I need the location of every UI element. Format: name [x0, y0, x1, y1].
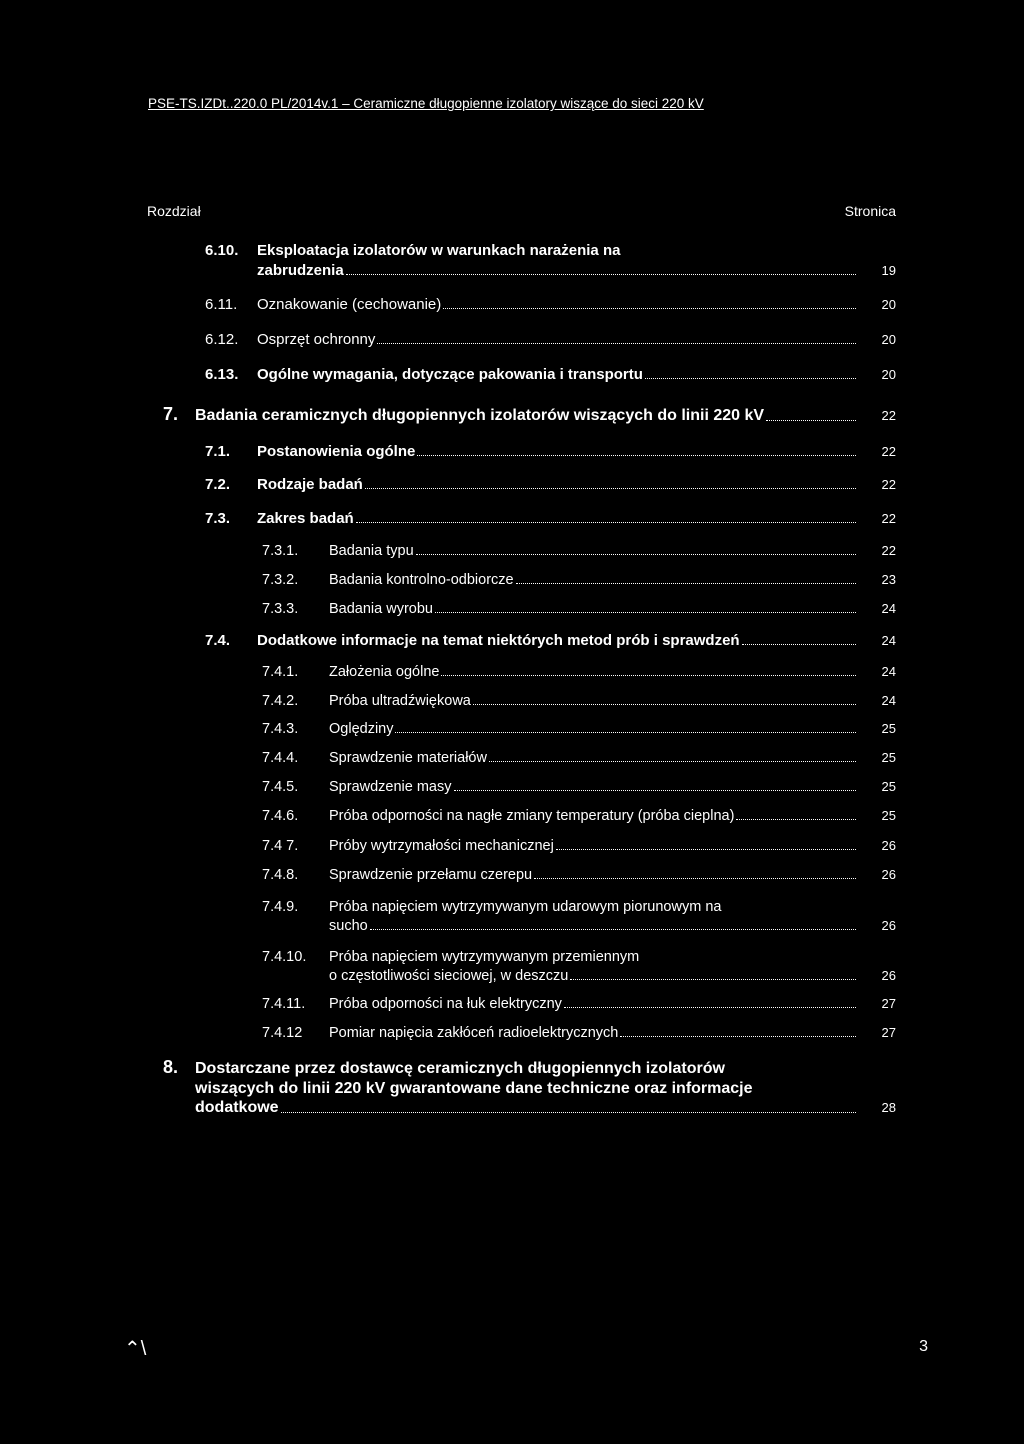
- toc-entry: [205, 632, 896, 649]
- toc-entry-page: 24: [881, 633, 896, 648]
- toc-entry-number: 7.4.1.: [262, 664, 299, 680]
- toc-entry-page: 22: [881, 444, 896, 459]
- dot-leader: [570, 978, 856, 980]
- toc-entry-number: 6.12.: [205, 331, 239, 348]
- toc-entry-page: 26: [881, 838, 896, 853]
- dot-leader: [377, 342, 856, 344]
- toc-entry-title: Próby wytrzymałości mechanicznej: [329, 838, 554, 854]
- dot-leader: [416, 553, 856, 555]
- toc-entry-title: Badania kontrolno-odbiorcze: [329, 572, 514, 588]
- toc-entry-number: 7.: [163, 404, 179, 424]
- toc-entry-number: 7.3.2.: [262, 572, 299, 588]
- toc-entry-page: 20: [881, 367, 896, 382]
- toc-entry-page: 20: [881, 332, 896, 347]
- dot-leader: [443, 307, 856, 309]
- dot-leader: [489, 760, 856, 762]
- toc-entry-page: 25: [881, 750, 896, 765]
- toc-entry: [262, 946, 896, 984]
- toc-entry-page: 24: [881, 601, 896, 616]
- toc-entry-title: dodatkowe: [195, 1099, 279, 1116]
- toc-entry-title: Próba ultradźwiękowa: [329, 693, 471, 709]
- toc-entry: [205, 240, 896, 279]
- toc-entry-title: Oznakowanie (cechowanie): [257, 296, 442, 313]
- toc-entry: [262, 693, 896, 709]
- toc-entry: [205, 296, 896, 313]
- dot-leader: [435, 611, 856, 613]
- toc-entry-number: 7.4.12: [262, 1025, 303, 1041]
- toc-entry: [262, 601, 896, 617]
- dot-leader: [417, 454, 856, 456]
- toc-entry-title: sucho: [329, 918, 368, 934]
- dot-leader: [742, 643, 856, 645]
- toc-entry-page: 26: [881, 918, 896, 933]
- page-column-label: Stronica: [844, 203, 896, 219]
- toc-entry-title: zabrudzenia: [257, 262, 344, 279]
- dot-leader: [556, 848, 856, 850]
- toc-entry-page: 22: [881, 511, 896, 526]
- toc-entry: [205, 510, 896, 527]
- dot-leader: [454, 789, 857, 791]
- toc-entry: [262, 867, 896, 883]
- toc-entry-page: 28: [881, 1100, 896, 1115]
- toc-entry-title: Osprzęt ochronny: [257, 331, 376, 348]
- toc-entry-number: 7.4.9.: [262, 899, 299, 915]
- dot-leader: [441, 674, 856, 676]
- toc-entry-number: 6.13.: [205, 366, 239, 383]
- dot-leader: [365, 487, 856, 489]
- toc-entry: [262, 896, 896, 934]
- toc-entry: [262, 543, 896, 559]
- toc-entry-page: 24: [881, 664, 896, 679]
- toc-entry-number: 7.4.4.: [262, 750, 299, 766]
- toc-entry-number: 7.3.3.: [262, 601, 299, 617]
- toc-entry-number: 6.10.: [205, 242, 239, 259]
- toc-entry-title: Założenia ogólne: [329, 664, 440, 680]
- toc-entry-number: 7.4.10.: [262, 949, 307, 965]
- toc-entry-title-line: Dostarczane przez dostawcę ceramicznych długopiennych izolatorów: [195, 1060, 725, 1077]
- toc-entry-title: Sprawdzenie materiałów: [329, 750, 487, 766]
- corner-mark: ⌃\: [124, 1338, 147, 1360]
- toc-entry-number: 7.4.8.: [262, 867, 299, 883]
- toc-entry-page: 22: [881, 408, 896, 423]
- toc-entry-title: Oględziny: [329, 721, 394, 737]
- toc-entry-page: 26: [881, 867, 896, 882]
- toc-entry: [262, 1025, 896, 1041]
- dot-leader: [395, 731, 856, 733]
- toc-entry-title: Badania wyrobu: [329, 601, 433, 617]
- toc-entry-page: 24: [881, 693, 896, 708]
- toc-entry-number: 7.4 7.: [262, 838, 299, 854]
- toc-entry-number: 7.4.5.: [262, 779, 299, 795]
- toc-entry-title: Sprawdzenie masy: [329, 779, 452, 795]
- toc-entry-number: 7.3.1.: [262, 543, 299, 559]
- toc-entry-title-line: Próba napięciem wytrzymywanym udarowym piorunowym na: [329, 899, 722, 915]
- dot-leader: [516, 582, 856, 584]
- toc-entry-title: Rodzaje badań: [257, 476, 363, 493]
- dot-leader: [473, 703, 856, 705]
- toc-entry-number: 7.4.: [205, 632, 231, 649]
- document-header: PSE-TS.IZDt..220.0 PL/2014v.1 – Ceramiczne długopienne izolatory wiszące do sieci 220 kV: [148, 96, 704, 111]
- toc-entry-title: Pomiar napięcia zakłóceń radioelektrycznych: [329, 1025, 619, 1041]
- toc-entry-number: 7.4.11.: [262, 996, 306, 1012]
- toc-entry: [262, 808, 896, 824]
- toc-entry: [205, 331, 896, 348]
- toc-entry-title: Zakres badań: [257, 510, 354, 527]
- toc-entry-page: 25: [881, 808, 896, 823]
- toc-entry-title: Badania typu: [329, 543, 414, 559]
- dot-leader: [564, 1006, 856, 1008]
- toc-entry: [262, 838, 896, 854]
- dot-leader: [370, 928, 856, 930]
- toc-entry-number: 7.3.: [205, 510, 231, 527]
- toc-entry: [163, 1057, 896, 1117]
- toc-entry-title: Sprawdzenie przełamu czerepu: [329, 867, 533, 883]
- toc-entry: [262, 721, 896, 737]
- toc-entry: [262, 750, 896, 766]
- dot-leader: [346, 273, 856, 275]
- toc-entry-page: 25: [881, 779, 896, 794]
- toc-entry-title-line: Eksploatacja izolatorów w warunkach narażenia na: [257, 242, 621, 259]
- toc-entry-title: Ogólne wymagania, dotyczące pakowania i transportu: [257, 366, 643, 383]
- toc-entry-page: 19: [881, 263, 896, 278]
- toc-entry-page: 22: [881, 477, 896, 492]
- toc-entry-number: 7.4.3.: [262, 721, 299, 737]
- toc-entry-title-line: wiszących do linii 220 kV gwarantowane dane techniczne oraz informacje: [195, 1080, 753, 1097]
- toc-entry-number: 7.1.: [205, 443, 231, 460]
- toc-entry: [262, 996, 896, 1012]
- dot-leader: [356, 521, 856, 523]
- dot-leader: [645, 377, 856, 379]
- toc-entry-page: 27: [881, 996, 896, 1011]
- toc-entry: [163, 404, 896, 425]
- dot-leader: [281, 1111, 856, 1113]
- dot-leader: [736, 818, 856, 820]
- toc-entry-title: Próba odporności na łuk elektryczny: [329, 996, 562, 1012]
- toc-entry-page: 22: [881, 543, 896, 558]
- toc-entry-number: 8.: [163, 1057, 179, 1077]
- dot-leader: [620, 1035, 856, 1037]
- toc-entry: [262, 664, 896, 680]
- toc-entry-title: Postanowienia ogólne: [257, 443, 416, 460]
- toc-entry: [205, 476, 896, 493]
- toc-entry-title-line: Próba napięciem wytrzymywanym przemiennym: [329, 949, 640, 965]
- toc-entry-number: 7.4.6.: [262, 808, 299, 824]
- dot-leader: [534, 877, 856, 879]
- toc-entry-number: 7.4.2.: [262, 693, 299, 709]
- toc-entry-title: Badania ceramicznych długopiennych izolatorów wiszących do linii 220 kV: [195, 407, 765, 424]
- toc-entry-number: 7.2.: [205, 476, 231, 493]
- toc-entry-page: 27: [881, 1025, 896, 1040]
- toc-entry: [262, 779, 896, 795]
- toc-entry: [262, 572, 896, 588]
- dot-leader: [766, 419, 856, 421]
- toc-entry: [205, 443, 896, 460]
- toc-entry-page: 26: [881, 968, 896, 983]
- toc-entry-number: 6.11.: [205, 296, 238, 313]
- chapter-column-label: Rozdział: [147, 203, 201, 219]
- page-number: 3: [919, 1338, 928, 1355]
- toc-entry-page: 23: [881, 572, 896, 587]
- toc-entry: [205, 366, 896, 383]
- toc-entry-title: Dodatkowe informacje na temat niektórych metod prób i sprawdzeń: [257, 632, 740, 649]
- toc-entry-title: o częstotliwości sieciowej, w deszczu: [329, 968, 569, 984]
- toc-entry-page: 25: [881, 721, 896, 736]
- toc-entry-title: Próba odporności na nagłe zmiany temperatury (próba cieplna): [329, 808, 735, 824]
- toc-entry-page: 20: [881, 297, 896, 312]
